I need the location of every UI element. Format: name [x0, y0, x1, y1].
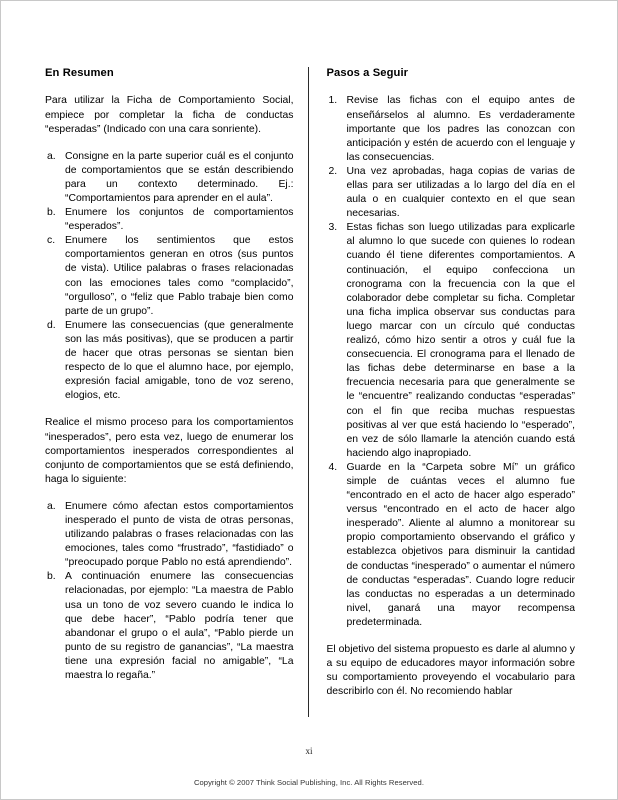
list-marker: a.: [47, 500, 56, 512]
list-marker: d.: [47, 319, 56, 331]
list-item-text: Consigne en la parte superior cuál es el conjunto de comportamientos que se están describiendo para un contexto determinado. Ej.: “Comportamientos para aprender en el aula”.: [65, 150, 294, 204]
list-marker: 3.: [328, 222, 338, 234]
list-item: [45, 500, 294, 570]
copyright-notice: Copyright © 2007 Think Social Publishing, Inc. All Rights Reserved.: [194, 778, 424, 787]
list-marker: b.: [47, 207, 56, 219]
list-item: [327, 94, 576, 164]
list-item-text: Estas fichas son luego utilizadas para explicarle al alumno lo que sucede con quienes lo rodean cuando él tiene diferentes comportamientos. A continuación, el equipo confecciona un cronograma con la frecuencia con la que el colaborador debe completar su ficha. Completar una ficha implica observar sus conductas para luego marcar con un círculo qué conductas realizó, cómo hizo sentir a otros y cuál fue la consecuencia. El cronograma para el llenado de las fichas debe determinarse en base a la frecuencia necesaria para que generalmente se le “encuentre” realizando conductas “esperadas” con el fin que reciba muchas respuestas positivas al ver que está haciendo lo “esperado”, en vez de sólo llamarle la atención cuando está haciendo algo inapropiado.: [346, 222, 575, 459]
list-item: [45, 319, 294, 404]
list-item: [327, 461, 576, 630]
list-item: [327, 221, 576, 461]
left-list-two: [45, 500, 294, 683]
list-marker: 1.: [328, 95, 338, 107]
list-item-text: Una vez aprobadas, haga copias de varias de ellas para ser utilizadas a lo largo del día en el aula o en cualquier contexto en el que sean necesarias.: [346, 165, 575, 220]
list-item-text: Enumere cómo afectan estos comportamientos inesperado el punto de vista de otras personas, utilizando palabras o frases relacionadas con las emociones, tales como “frustrado”, “fastidiado” o “preocupado porque Pablo no está aprendiendo”.: [65, 500, 294, 569]
left-middle-paragraph: Realice el mismo proceso para los comportamientos “inesperados”, pero esta vez, luego de enumerar los comportamientos inesperados correspondientes al conjunto de comportamientos que se está definiendo, haga lo siguiente:: [45, 417, 294, 485]
left-column: [45, 67, 308, 717]
list-marker: b.: [47, 571, 56, 583]
left-column-heading: En Resumen: [45, 67, 114, 79]
right-column: [309, 67, 576, 717]
page-number: xi: [305, 746, 313, 756]
list-item: [327, 165, 576, 221]
list-item-text: Revise las fichas con el equipo antes de enseñárselos al alumno. Es verdaderamente importante que los padres las conozcan con anticipación y estén de acuerdo con el lenguaje y las consecuencias.: [346, 95, 575, 163]
right-steps-list: [327, 94, 576, 630]
list-item: [45, 206, 294, 234]
list-marker: c.: [47, 235, 56, 247]
list-marker: 2.: [328, 165, 338, 177]
left-intro-paragraph: Para utilizar la Ficha de Comportamiento Social, empiece por completar la ficha de conductas “esperadas” (Indicado con una cara sonriente).: [45, 95, 294, 135]
list-marker: 4.: [328, 461, 338, 473]
two-column-body: [45, 67, 575, 717]
list-item-text: Enumere las consecuencias (que generalmente son las más positivas), que se producen a partir de hacer que otras personas se sientan bien respecto de lo que el alumno hace, por ejemplo, expresión facial amigable, tono de voz sereno, elogios, etc.: [65, 319, 294, 402]
right-closing-paragraph: El objetivo del sistema propuesto es darle al alumno y a su equipo de educadores mayor información sobre su comportamiento proveyendo el vocabulario para describirlo con él. No recomiendo hablar: [326, 644, 575, 698]
list-item: [45, 150, 294, 206]
list-item-text: Guarde en la “Carpeta sobre Mí” un gráfico simple de cuántas veces el alumno fue “encontrado en el acto de hacer algo esperado” versus “encontrado en el acto de hacer algo inesperado”. Aliente al alumno a monitorear su propio comportamiento observando el gráfico y establezca objetivos para disminuir la cantidad de conductas “inesperado” o aumentar el número de conductas “esperadas”. Cuando logre reducir las conductas no esperadas a un determinado nivel, ganará una mayor recompensa predeterminada.: [346, 461, 575, 628]
list-item: [45, 570, 294, 683]
list-item-text: Enumere los conjuntos de comportamientos “esperados”.: [65, 207, 294, 233]
left-list-one: [45, 150, 294, 404]
list-item-text: A continuación enumere las consecuencias relacionadas, por ejemplo: “La maestra de Pablo usa un tono de voz severo cuando le indica lo que debe hacer”, “Pablo podría tener que abandonar el grupo o el aula”, “Pablo pierde un punto de su registro de ganancias”, “La maestra tiene una expresión facial no amigable”, “La maestra lo regaña.”: [65, 571, 294, 681]
right-column-heading: Pasos a Seguir: [326, 67, 409, 79]
list-marker: a.: [47, 150, 56, 162]
list-item-text: Enumere los sentimientos que estos comportamientos generan en otros (sus puntos de vista). Utilice palabras o frases relacionadas con las emociones tales como “complacido”, “orgulloso”, o “feliz que Pablo trabaje bien como parte de un grupo”.: [65, 235, 294, 317]
list-item: [45, 234, 294, 319]
